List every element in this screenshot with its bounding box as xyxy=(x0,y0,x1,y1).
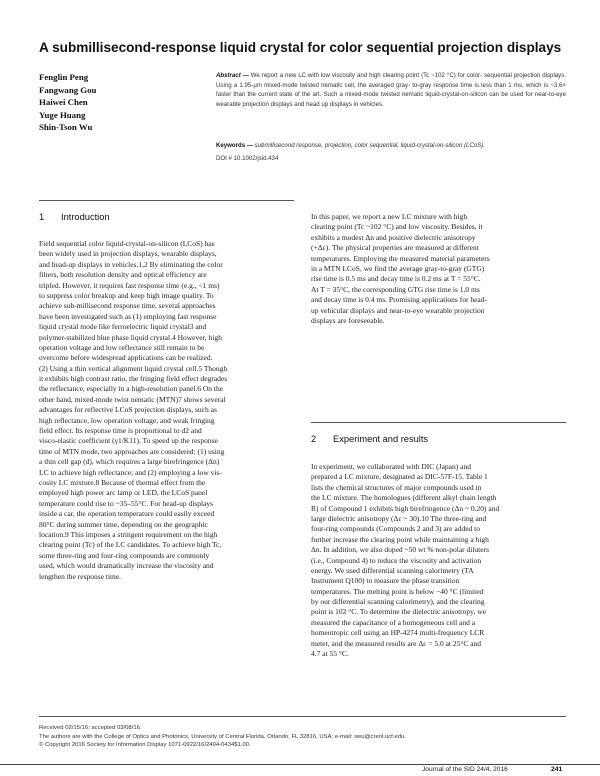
text-line: overcome before widespread applications can be realized. xyxy=(39,353,213,363)
text-line: (i.e., Compound 4) to reduce the viscosity and activation xyxy=(311,555,482,565)
keywords-text: submillisecond response, projection, color sequential, liquid-crystal-on-silicon (LCoS). xyxy=(254,142,485,149)
text-line: prepared a LC mixture, designated as DIC-57F-15. Table 1 xyxy=(311,472,488,482)
text-line: R) of Compound 1 exhibits high birefringence (Δn ~ 0.20) and xyxy=(311,503,500,513)
text-line: temperatures. Employing the measured material parameters xyxy=(311,253,490,263)
text-line: the LC mixture. The homologues (different alkyl chain length xyxy=(311,493,497,503)
abstract-line: sequential projection displays. Using a 1.95-μm mixed-mode twisted nematic cell, the averaged gray- xyxy=(216,72,566,89)
text-line: point is 102 °C. To determine the dielectric anisotropy, we xyxy=(311,607,486,617)
paper-title: A submillisecond-response liquid crystal for color sequential projection displays xyxy=(39,40,562,55)
left-column-text xyxy=(39,239,294,582)
text-line: displays are foreseeable. xyxy=(311,315,385,325)
text-line: At T = 35°C, the corresponding GTG rise time is 1.0 ms xyxy=(311,284,480,294)
footnote-rule xyxy=(39,716,566,717)
text-line: further increase the clearing point while maintaining a high xyxy=(311,534,489,544)
text-line: lists the chemical structures of major compounds used in xyxy=(311,482,482,492)
text-line: In experiment, we collaborated with DIC (Japan) and xyxy=(311,462,471,471)
abstract xyxy=(216,71,566,109)
footnote: Received 02/15/16; accepted 03/08/16. xyxy=(39,725,142,731)
text-line: lengthen the response time. xyxy=(39,571,122,581)
text-line: polymer-stabilized blue phase liquid crystal.4 However, high xyxy=(39,332,222,342)
author-name: Haiwei Chen xyxy=(39,97,88,108)
text-line: and head-up displays in vehicles.1,2 By eliminating the color xyxy=(39,259,223,269)
right-column-intro-text xyxy=(311,212,566,326)
text-line: by our differential scanning calorimetry), and the clearing xyxy=(311,597,485,607)
text-line: some three-ring and four-ring compounds are commonly xyxy=(39,550,210,560)
text-line: clearing point (Tc) of the LC candidates. To achieve high Tc, xyxy=(39,540,222,550)
text-line: In this paper, we report a new LC mixture with high xyxy=(311,212,468,221)
text-line: liquid crystal mode like ferroelectric liquid crystal3 and xyxy=(39,322,207,332)
author-name: Fenglin Peng xyxy=(39,72,89,82)
text-line: temperatures. The melting point is below −40 °C (limited xyxy=(311,586,484,596)
text-line: Instrument Q100) to measure the phase transition xyxy=(311,576,460,586)
text-line: four-ring compounds (Compounds 2 and 3) are added to xyxy=(311,524,480,534)
section-title: Experiment and results xyxy=(333,434,429,444)
text-line: field effect. Its response time is proportional to d2 and xyxy=(39,426,202,436)
text-line: homeotropic cell using an HP-4274 multi-frequency LCR xyxy=(311,628,485,638)
abstract-line: We report a new LC with low viscosity and high clearing point (Tc ~102 °C) for color- xyxy=(250,72,483,79)
text-line: achieve sub-millisecond response time, several approaches xyxy=(39,301,216,311)
keywords xyxy=(216,141,566,151)
text-line: temperature could rise to ~35–55°C. For head-up displays xyxy=(39,498,214,508)
text-line: filters, both resolution density and optical efficiency are xyxy=(39,270,207,280)
text-line: time of MTN mode, two approaches are considered: (1) using xyxy=(39,446,225,456)
text-line: a thin cell gap (d), which requires a large birefringence (Δn) xyxy=(39,457,220,467)
section-heading-experiment xyxy=(311,434,428,444)
author-name: Shin-Tson Wu xyxy=(39,122,93,133)
section-number: 2 xyxy=(311,434,317,444)
footnote: © Copyright 2016 Society for Information Display 1071-0922/16/2404-0434$1.00. xyxy=(39,742,251,749)
text-line: to suppress color breakup and keep high image quality. To xyxy=(39,290,214,300)
text-line: measured the capacitance of a homogeneous cell and a xyxy=(311,617,476,627)
section-title: Introduction xyxy=(61,212,110,222)
text-line: it exhibits high contrast ratio, the fringing field effect degrades xyxy=(39,374,228,384)
abstract-line: to-gray response time is less than 1 ms, which is ~3.6× faster than the current state of the art. Such a xyxy=(216,81,566,99)
text-line: and decay time is 0.4 ms. Promising applications for head- xyxy=(311,295,488,305)
text-line: tripled. However, it requires fast response time (e.g., <1 ms) xyxy=(39,280,220,290)
text-line: LC to achieve high reflectance; and (2) employing a low vis- xyxy=(39,467,222,477)
page-number: 241 xyxy=(551,766,563,773)
keywords-label: Keywords — xyxy=(216,142,253,149)
section-number: 1 xyxy=(39,212,45,222)
text-line: 4.7 at 55 °C. xyxy=(311,649,349,659)
right-column-experiment-text xyxy=(311,462,566,659)
text-line: visco-elastic coefficient (γ1/K11). To speed up the response xyxy=(39,436,218,446)
text-line: employed high power arc lamp or LED, the LCoS panel xyxy=(39,488,208,498)
text-line: high reflectance, low operation voltage, and weak fringing xyxy=(39,415,215,425)
text-line: location.9 This imposes a stringent requirement on the high xyxy=(39,529,218,539)
text-line: in a MTN LCoS, we find the average gray-to-gray (GTG) xyxy=(311,263,485,273)
text-line: rise time is 0.5 ms and decay time is 0.2 ms at T = 55°C. xyxy=(311,274,481,284)
text-line: (2) Using a thin vertical alignment liquid crystal cell.5 Though xyxy=(39,363,228,373)
abstract-label: Abstract — xyxy=(216,72,249,79)
text-line: operation voltage and low reflectance still remain to be xyxy=(39,342,205,352)
text-line: advantages for reflective LCoS projection displays, such as xyxy=(39,405,217,415)
text-line: meter, and the measured results are Δε = 5.0 at 25°C and xyxy=(311,638,482,648)
text-line: Δn. In addition, we also doped ~50 wt % non-polar diluters xyxy=(311,545,490,555)
doi-text: DOI # 10.1002/jsid.434 xyxy=(216,155,279,162)
author-list xyxy=(39,71,96,134)
author-name: Fangwang Gou xyxy=(39,84,97,95)
section-heading-introduction xyxy=(39,212,110,222)
abstract-line: displays and head up displays in vehicles. xyxy=(270,100,384,108)
text-line: been widely used in projection displays, wearable displays, xyxy=(39,249,217,259)
text-line: up vehicular displays and near-to-eye wearable projection xyxy=(311,305,485,315)
text-line: other hand, mixed-mode twist nematic (MTN)7 shows several xyxy=(39,394,226,404)
footer-rule xyxy=(0,764,600,765)
text-line: 80°C during summer time, depending on the geographic xyxy=(39,519,208,529)
text-line: Field sequential color liquid-crystal-on-silicon (LCoS) has xyxy=(39,239,215,248)
journal-citation: Journal of the SID 24/4, 2016 xyxy=(422,766,508,773)
author-name: Yuge Huang xyxy=(39,109,86,120)
section-rule xyxy=(311,422,566,423)
text-line: inside a car, the operation temperature could easily exceed xyxy=(39,509,215,519)
text-line: energy. We used differential scanning calorimetry (TA xyxy=(311,565,474,575)
text-line: have been investigated such as (1) employing fast response xyxy=(39,311,217,321)
section-rule xyxy=(39,200,294,201)
text-line: cosity LC mixture.8 Because of thermal effect from the xyxy=(39,477,206,487)
text-line: large dielectric anisotropy (Δε ~ 30).10 The three-ring and xyxy=(311,513,487,523)
footnotes xyxy=(39,724,406,750)
text-line: exhibits a modest Δn and positive dielectric anisotropy xyxy=(311,232,476,242)
footnote: The authors are with the College of Optics and Photonics, University of Central Florida, Orlando, FL 32816, USA; e-mail: swu@creol.ucf.edu. xyxy=(39,733,406,740)
text-line: clearing point (Tc ~102 °C) and low viscosity. Besides, it xyxy=(311,222,483,232)
abstract-line: mixed-mode twisted nematic liquid-crystal-on-silicon can be used for near-to-eye wearable projection xyxy=(216,91,566,108)
text-line: the reflectance, especially in a high-resolution panel.6 On the xyxy=(39,384,224,394)
text-line: used, which would dramatically increase the viscosity and xyxy=(39,561,214,571)
text-line: (+Δε). The physical properties are measured at different xyxy=(311,243,479,253)
